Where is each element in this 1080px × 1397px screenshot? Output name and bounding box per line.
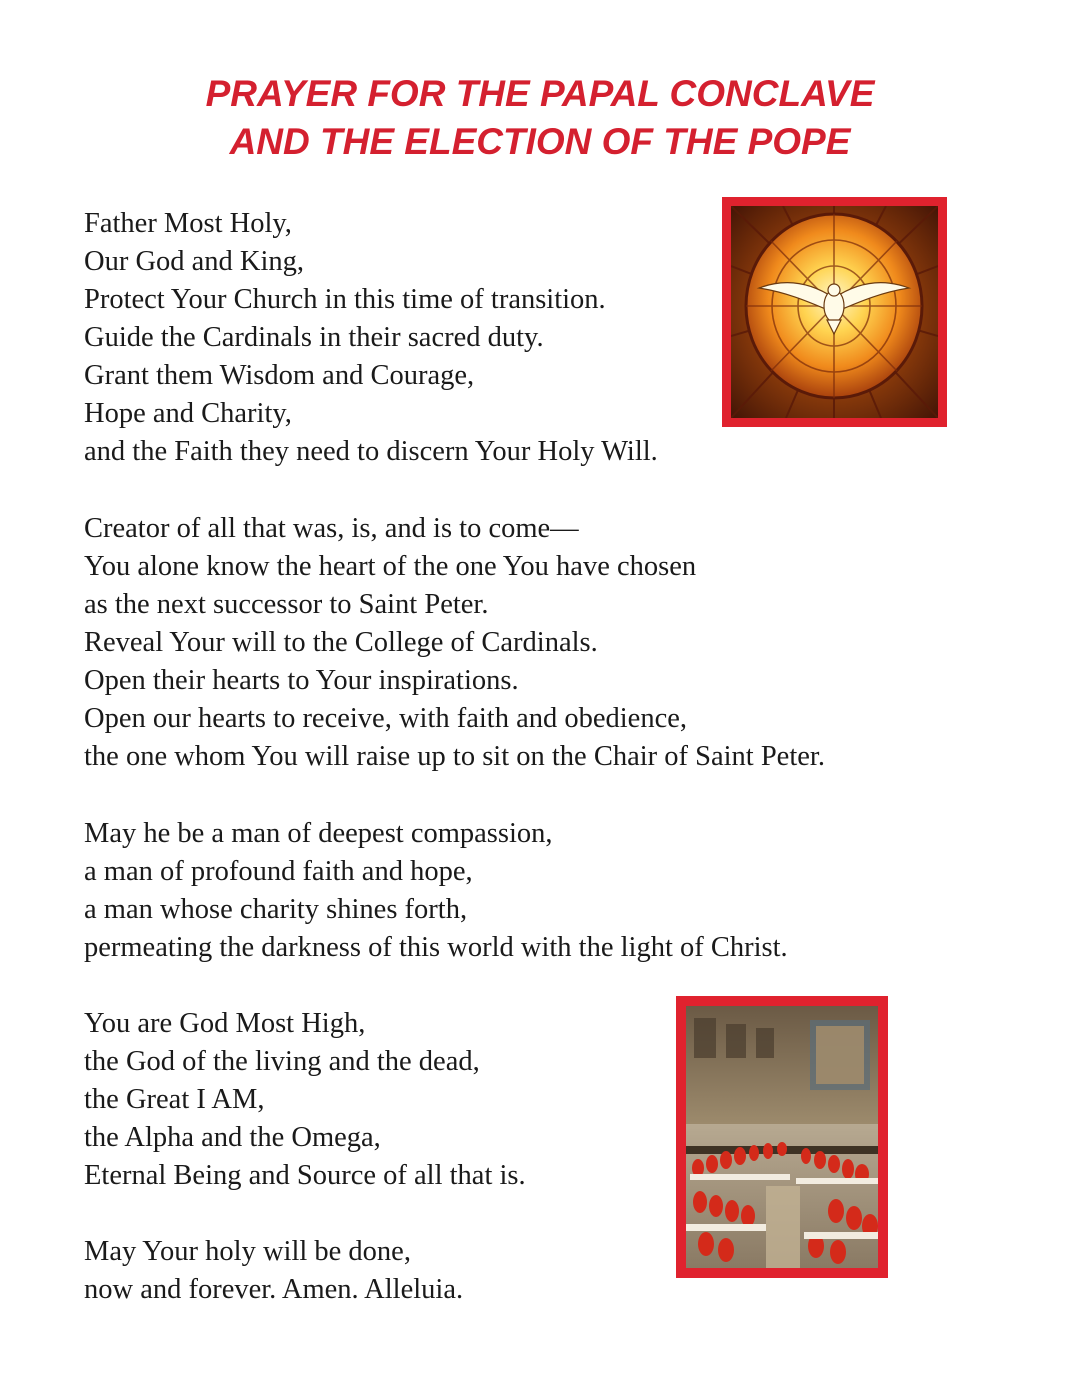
verse-line: Open our hearts to receive, with faith and obedience, — [84, 703, 688, 734]
verse-line: a man whose charity shines forth, — [84, 894, 468, 925]
verse-line: now and forever. Amen. Alleluia. — [84, 1274, 464, 1305]
title-line-2: AND THE ELECTION OF THE POPE — [229, 121, 851, 162]
verse-line: You alone know the heart of the one You have chosen — [84, 551, 697, 582]
verse-line: May Your holy will be done, — [84, 1236, 411, 1267]
verse-line: the Alpha and the Omega, — [84, 1122, 381, 1153]
verse-line: the one whom You will raise up to sit on the Chair of Saint Peter. — [84, 741, 825, 772]
verse-line: Creator of all that was, is, and is to come— — [84, 513, 579, 544]
verse-line: Open their hearts to Your inspirations. — [84, 665, 519, 696]
verse-line: You are God Most High, — [84, 1008, 366, 1039]
verse-line: Grant them Wisdom and Courage, — [84, 360, 475, 391]
verse-line: the Great I AM, — [84, 1084, 265, 1115]
holy-spirit-dove-image — [722, 197, 947, 427]
verse-line: Hope and Charity, — [84, 398, 292, 429]
verse-line: Our God and King, — [84, 246, 305, 277]
verse-line: Guide the Cardinals in their sacred duty. — [84, 322, 544, 353]
stanza-3 — [84, 815, 964, 967]
verse-line: Eternal Being and Source of all that is. — [84, 1160, 526, 1191]
verse-line: Reveal Your will to the College of Cardinals. — [84, 627, 598, 658]
verse-line: permeating the darkness of this world with the light of Christ. — [84, 932, 788, 963]
prayer-title — [0, 70, 1080, 166]
verse-line: Father Most Holy, — [84, 208, 292, 239]
stained-glass-dove-illustration — [731, 206, 938, 418]
verse-line: and the Faith they need to discern Your Holy Will. — [84, 436, 658, 467]
conclave-photo-illustration — [686, 1006, 878, 1268]
verse-line: as the next successor to Saint Peter. — [84, 589, 489, 620]
verse-line: a man of profound faith and hope, — [84, 856, 473, 887]
stanza-2 — [84, 510, 964, 776]
verse-line: Protect Your Church in this time of transition. — [84, 284, 606, 315]
verse-line: the God of the living and the dead, — [84, 1046, 480, 1077]
verse-line: May he be a man of deepest compassion, — [84, 818, 553, 849]
sistine-chapel-conclave-image — [676, 996, 888, 1278]
title-line-1: PRAYER FOR THE PAPAL CONCLAVE — [205, 73, 875, 114]
